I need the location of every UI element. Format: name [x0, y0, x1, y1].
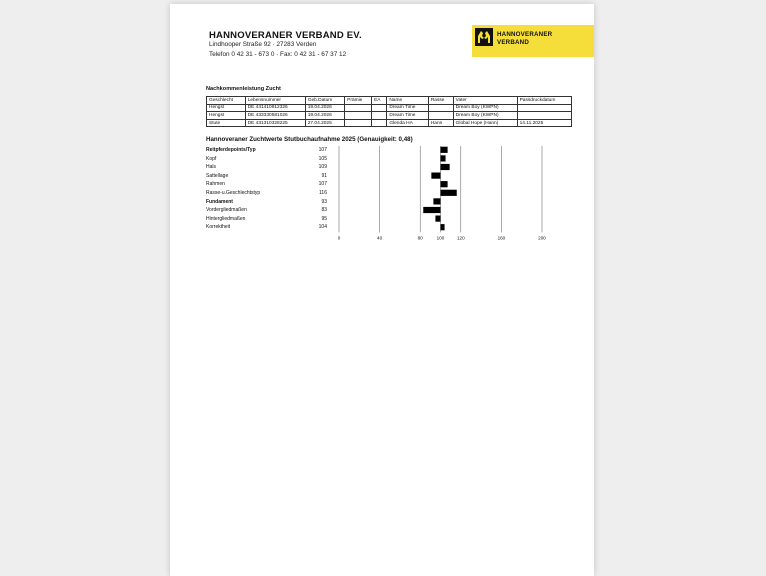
x-tick-label: 0 — [337, 235, 341, 241]
table-cell: 27.04.2025 — [305, 119, 344, 127]
bar — [441, 164, 450, 170]
table-cell: Hengst — [207, 104, 246, 112]
trait-value: 105 — [318, 155, 327, 162]
x-tick-label: 100 — [436, 235, 445, 241]
table-cell: DE 441410912326 — [245, 104, 305, 112]
trait-value: 95 — [321, 215, 327, 222]
x-tick-label: 200 — [538, 235, 546, 241]
bar — [441, 147, 448, 153]
x-tick-label: 160 — [497, 235, 506, 241]
trait-value: 107 — [318, 147, 327, 153]
table-cell: Glenda HA — [387, 119, 429, 127]
column-header: Geb.Datum — [305, 97, 344, 105]
trait-label: Fundament — [206, 198, 233, 205]
trait-value: 83 — [321, 207, 327, 214]
document-page — [170, 4, 594, 576]
table-cell: 19.04.2026 — [305, 112, 344, 120]
x-tick-label: 80 — [417, 235, 423, 241]
bar — [441, 190, 457, 196]
trait-label: Rasse-u.Geschlechtstyp — [206, 190, 261, 196]
trait-value: 91 — [321, 172, 327, 179]
bar — [435, 216, 440, 222]
trait-label: Rahmen — [206, 181, 225, 188]
bar — [441, 181, 448, 187]
trait-value: 93 — [321, 198, 327, 205]
org-phone: Telefon 0 42 31 - 673 0 · Fax: 0 42 31 - 67 37 12 — [209, 51, 347, 58]
bar — [441, 224, 445, 230]
table-cell: Dream Time — [387, 112, 429, 120]
trait-label: Sattellage — [206, 172, 229, 179]
table-cell: Stute — [207, 119, 246, 127]
column-header: Prämie — [345, 97, 372, 105]
x-tick-label: 40 — [377, 235, 383, 241]
org-address: Lindhooper Straße 92 · 27283 Verden — [209, 41, 317, 48]
trait-value: 116 — [319, 190, 327, 196]
column-header: Rasse — [428, 97, 453, 105]
bar — [441, 155, 446, 161]
trait-value: 109 — [318, 164, 327, 171]
trait-label: Hals — [206, 164, 217, 171]
trait-label: Kopf — [206, 155, 217, 162]
trait-label: Korrektheit — [206, 224, 231, 231]
column-header: EA — [372, 97, 387, 105]
column-header: Lebensnummer — [245, 97, 305, 105]
column-header: Name — [387, 97, 429, 105]
bar — [433, 198, 440, 204]
org-name: HANNOVERANER VERBAND EV. — [209, 30, 362, 41]
bar — [423, 207, 440, 213]
table-cell: DE 431310328225 — [245, 119, 305, 127]
table-cell: 19.04.2026 — [305, 104, 344, 112]
table-cell: DE 433330581026 — [245, 112, 305, 120]
column-header: Passdruckdatum — [517, 97, 571, 105]
trait-value: 104 — [318, 224, 327, 231]
trait-label: Reitpferdepoints/Typ — [206, 147, 256, 153]
column-header: Vater — [453, 97, 517, 105]
logo-text-line2: VERBAND — [497, 39, 529, 46]
breeding-values-title: Hannoveraner Zuchtwerte Stutbuchaufnahme 2025 (Genauigkeit: 0,48) — [206, 136, 413, 143]
table-cell: Hengst — [207, 112, 246, 120]
trait-label: Vordergliedmaßen — [206, 207, 247, 214]
bar-chart-svg — [170, 4, 594, 264]
logo-text-line1: HANNOVERANER — [497, 31, 553, 38]
table-cell: Dream Boy (KWPN) — [453, 104, 517, 112]
trait-label: Hintergliedmaßen — [206, 215, 246, 222]
table-cell: Hann — [428, 119, 453, 127]
column-header: Geschlecht — [207, 97, 246, 105]
bar — [431, 173, 440, 179]
table-cell: 14.11.2025 — [517, 119, 571, 127]
table-cell: Dream Time — [387, 104, 429, 112]
table-cell: Dream Boy (KWPN) — [453, 112, 517, 120]
x-tick-label: 120 — [456, 235, 465, 241]
trait-value: 107 — [318, 181, 327, 188]
offspring-section-title: Nachkommenleistung Zucht — [206, 86, 281, 92]
table-cell: Global Hope (Hann) — [453, 119, 517, 127]
